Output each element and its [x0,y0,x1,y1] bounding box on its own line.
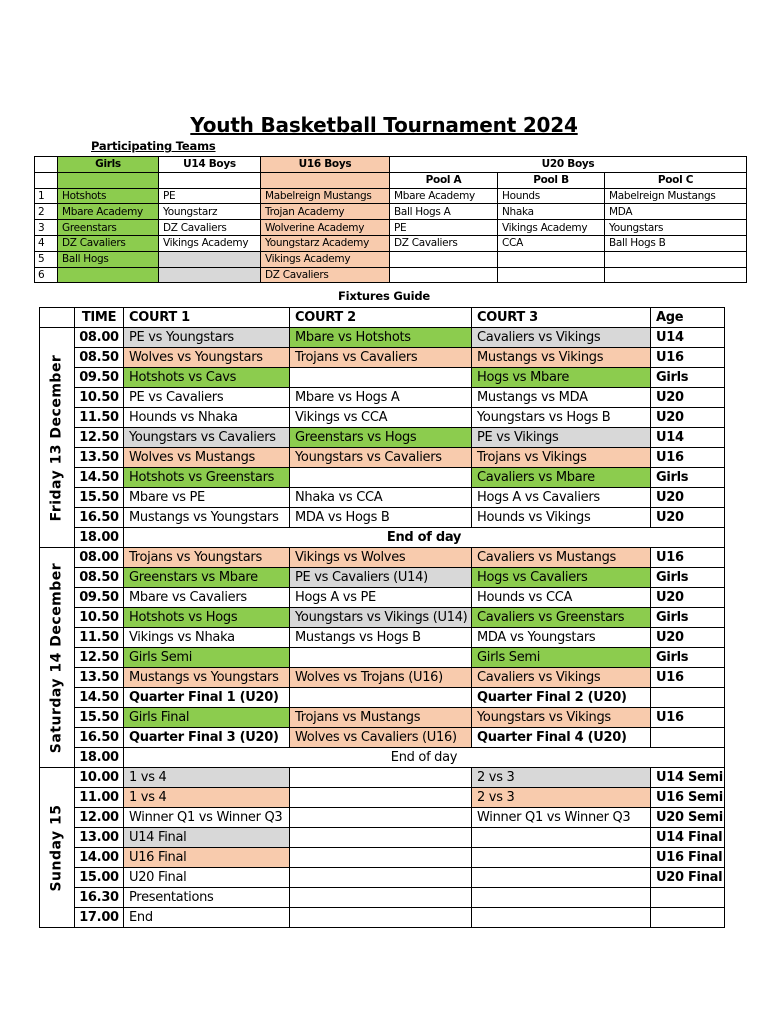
fixture-time: 18.00 [75,528,124,548]
age-group: U16 [651,348,725,368]
court-2-match [290,768,472,788]
fixture-time: 16.50 [75,508,124,528]
team-u20-pool-c: Youngstars [605,220,747,236]
court-1-match: U20 Final [124,868,290,888]
court-2-match: Hogs A vs PE [290,588,472,608]
fixture-row [40,808,725,828]
court-1-match: Wolves vs Youngstars [124,348,290,368]
age-group: U14 [651,428,725,448]
fixture-time: 08.50 [75,348,124,368]
court-2-match: Youngstars vs Vikings (U14) [290,608,472,628]
fixture-time: 11.50 [75,628,124,648]
pool-c-header: Pool C [605,172,747,188]
court-1-match: Hounds vs Nhaka [124,408,290,428]
court-3-match: Cavaliers vs Greenstars [472,608,651,628]
teams-row-number: 1 [35,188,58,204]
pool-b-header: Pool B [498,172,605,188]
header-court-2: COURT 2 [290,308,472,328]
fixture-row [40,788,725,808]
fixture-row [40,608,725,628]
teams-row [35,220,747,236]
court-3-match [472,828,651,848]
fixture-row [40,448,725,468]
court-2-match: Trojans vs Mustangs [290,708,472,728]
teams-header-row [35,157,747,173]
team-u20-pool-a: Mbare Academy [390,188,498,204]
court-2-match [290,848,472,868]
court-3-match: 2 vs 3 [472,788,651,808]
court-1-match: 1 vs 4 [124,788,290,808]
court-2-match: PE vs Cavaliers (U14) [290,568,472,588]
fixture-time: 16.30 [75,888,124,908]
age-group: Girls [651,648,725,668]
court-3-match: Hounds vs CCA [472,588,651,608]
fixture-row [40,908,725,928]
team-u16: Trojan Academy [261,204,390,220]
court-3-match [472,868,651,888]
court-1-match: Mustangs vs Youngstars [124,508,290,528]
court-1-match: Mbare vs PE [124,488,290,508]
teams-row [35,204,747,220]
teams-header-girls: Girls [58,157,159,173]
team-u16: Vikings Academy [261,251,390,267]
fixture-time: 14.50 [75,688,124,708]
age-group [651,688,725,708]
teams-pool-row [35,172,747,188]
court-1-match: Greenstars vs Mbare [124,568,290,588]
day-cell [40,548,75,768]
team-u20-pool-a: PE [390,220,498,236]
age-group: U20 [651,488,725,508]
age-group: U16 [651,708,725,728]
fixture-row [40,828,725,848]
court-1-match: Hotshots vs Hogs [124,608,290,628]
court-1-match: Wolves vs Mustangs [124,448,290,468]
team-u16: Wolverine Academy [261,220,390,236]
age-group: Girls [651,568,725,588]
age-group: Girls [651,608,725,628]
court-3-match: PE vs Vikings [472,428,651,448]
day-label: Friday 13 December [48,354,65,521]
court-3-match: Hounds vs Vikings [472,508,651,528]
participating-teams-heading: Participating Teams [91,139,216,153]
team-u16: Youngstarz Academy [261,235,390,251]
end-of-day-label: End of day [124,528,725,548]
court-2-match: MDA vs Hogs B [290,508,472,528]
teams-header-u16: U16 Boys [261,157,390,173]
day-label: Saturday 14 December [48,562,65,753]
court-3-match: Hogs vs Cavaliers [472,568,651,588]
team-u20-pool-c [605,251,747,267]
fixture-row [40,468,725,488]
court-3-match: Cavaliers vs Vikings [472,668,651,688]
team-u20-pool-b [498,267,605,283]
court-2-match [290,468,472,488]
court-2-match: Trojans vs Cavaliers [290,348,472,368]
fixture-time: 17.00 [75,908,124,928]
court-3-match: Cavaliers vs Mbare [472,468,651,488]
day-cell [40,768,75,928]
court-1-match: Mbare vs Cavaliers [124,588,290,608]
fixture-row [40,508,725,528]
teams-row-number: 6 [35,267,58,283]
age-group: U14 Final [651,828,725,848]
court-3-match: Quarter Final 4 (U20) [472,728,651,748]
age-group [651,888,725,908]
age-group: U16 Semi [651,788,725,808]
fixtures-header-row [40,308,725,328]
age-group: U20 [651,508,725,528]
page-title: Youth Basketball Tournament 2024 [190,113,578,137]
court-2-match [290,808,472,828]
court-3-match: MDA vs Youngstars [472,628,651,648]
court-3-match: Quarter Final 2 (U20) [472,688,651,708]
court-3-match: Youngstars vs Hogs B [472,408,651,428]
end-of-day-row [40,528,725,548]
fixture-row [40,868,725,888]
teams-row [35,188,747,204]
fixture-time: 10.00 [75,768,124,788]
fixture-time: 15.00 [75,868,124,888]
age-group [651,908,725,928]
team-u20-pool-c [605,267,747,283]
age-group: U20 Semi [651,808,725,828]
court-1-match: PE vs Cavaliers [124,388,290,408]
team-u14: Youngstarz [159,204,261,220]
court-2-match: Mustangs vs Hogs B [290,628,472,648]
court-3-match: Hogs A vs Cavaliers [472,488,651,508]
team-u20-pool-c: MDA [605,204,747,220]
fixture-row [40,568,725,588]
team-u16: Mabelreign Mustangs [261,188,390,204]
age-group: U16 [651,448,725,468]
fixture-time: 09.50 [75,588,124,608]
court-1-match: U14 Final [124,828,290,848]
header-age: Age [651,308,725,328]
court-2-match: Vikings vs Wolves [290,548,472,568]
fixture-time: 14.00 [75,848,124,868]
court-3-match: Cavaliers vs Vikings [472,328,651,348]
team-girls: Ball Hogs [58,251,159,267]
teams-header-num [35,157,58,173]
day-label: Sunday 15 [48,803,65,892]
fixture-row [40,688,725,708]
fixture-time: 11.00 [75,788,124,808]
court-2-match [290,788,472,808]
court-1-match: Trojans vs Youngstars [124,548,290,568]
age-group: U16 Final [651,848,725,868]
court-1-match: Quarter Final 1 (U20) [124,688,290,708]
team-u16: DZ Cavaliers [261,267,390,283]
fixture-time: 08.50 [75,568,124,588]
fixture-row [40,648,725,668]
teams-row [35,235,747,251]
fixture-row [40,848,725,868]
court-2-match: Wolves vs Trojans (U16) [290,668,472,688]
pool-a-header: Pool A [390,172,498,188]
court-1-match: Hotshots vs Greenstars [124,468,290,488]
teams-row-number: 4 [35,235,58,251]
fixture-row [40,408,725,428]
court-1-match: 1 vs 4 [124,768,290,788]
fixture-time: 10.50 [75,388,124,408]
fixture-row [40,428,725,448]
fixture-row [40,728,725,748]
court-2-match: Mbare vs Hogs A [290,388,472,408]
court-2-match: Greenstars vs Hogs [290,428,472,448]
fixture-time: 13.00 [75,828,124,848]
fixture-time: 13.50 [75,448,124,468]
teams-row [35,251,747,267]
team-u14 [159,267,261,283]
age-group: Girls [651,468,725,488]
header-time: TIME [75,308,124,328]
court-1-match: Hotshots vs Cavs [124,368,290,388]
team-u14: DZ Cavaliers [159,220,261,236]
age-group: U20 [651,588,725,608]
court-2-match: Nhaka vs CCA [290,488,472,508]
fixture-row [40,768,725,788]
team-girls: Greenstars [58,220,159,236]
court-1-match: Youngstars vs Cavaliers [124,428,290,448]
age-group [651,728,725,748]
team-girls [58,267,159,283]
fixture-time: 12.50 [75,428,124,448]
age-group: U20 [651,628,725,648]
age-group: U16 [651,668,725,688]
court-3-match: Mustangs vs Vikings [472,348,651,368]
court-1-match: End [124,908,290,928]
court-2-match [290,868,472,888]
age-group: U20 [651,408,725,428]
fixture-row [40,628,725,648]
court-2-match: Youngstars vs Cavaliers [290,448,472,468]
fixture-time: 11.50 [75,408,124,428]
court-3-match: Trojans vs Vikings [472,448,651,468]
team-u20-pool-a: Ball Hogs A [390,204,498,220]
teams-header-u20: U20 Boys [390,157,747,173]
court-1-match: PE vs Youngstars [124,328,290,348]
court-3-match: Youngstars vs Vikings [472,708,651,728]
end-of-day-row [40,748,725,768]
fixture-row [40,328,725,348]
fixture-row [40,488,725,508]
fixture-row [40,548,725,568]
team-u14 [159,251,261,267]
fixture-time: 09.50 [75,368,124,388]
court-2-match [290,648,472,668]
court-1-match: Vikings vs Nhaka [124,628,290,648]
teams-header-u14: U14 Boys [159,157,261,173]
end-of-day-label: End of day [124,748,725,768]
team-girls: Mbare Academy [58,204,159,220]
header-court-1: COURT 1 [124,308,290,328]
court-2-match [290,688,472,708]
teams-row-number: 3 [35,220,58,236]
team-u20-pool-b [498,251,605,267]
court-2-match: Mbare vs Hotshots [290,328,472,348]
teams-row [35,267,747,283]
team-girls: Hotshots [58,188,159,204]
fixture-row [40,888,725,908]
court-1-match: Mustangs vs Youngstars [124,668,290,688]
age-group: U20 [651,388,725,408]
court-3-match: Mustangs vs MDA [472,388,651,408]
fixture-time: 08.00 [75,548,124,568]
court-1-match: Girls Semi [124,648,290,668]
team-u20-pool-a: DZ Cavaliers [390,235,498,251]
fixture-row [40,348,725,368]
day-cell [40,328,75,548]
team-u20-pool-c: Mabelreign Mustangs [605,188,747,204]
fixture-time: 15.50 [75,708,124,728]
teams-row-number: 2 [35,204,58,220]
fixture-time: 14.50 [75,468,124,488]
court-3-match: Winner Q1 vs Winner Q3 [472,808,651,828]
fixture-time: 15.50 [75,488,124,508]
fixture-time: 16.50 [75,728,124,748]
court-3-match: Cavaliers vs Mustangs [472,548,651,568]
fixtures-heading: Fixtures Guide [337,289,431,303]
team-u20-pool-b: Hounds [498,188,605,204]
fixture-row [40,708,725,728]
teams-row-number: 5 [35,251,58,267]
court-2-match: Wolves vs Cavaliers (U16) [290,728,472,748]
team-u14: PE [159,188,261,204]
court-1-match: Winner Q1 vs Winner Q3 [124,808,290,828]
team-u20-pool-a [390,251,498,267]
age-group: U16 [651,548,725,568]
team-u20-pool-c: Ball Hogs B [605,235,747,251]
court-2-match [290,888,472,908]
court-2-match [290,908,472,928]
court-3-match: Girls Semi [472,648,651,668]
court-3-match [472,888,651,908]
fixture-time: 12.50 [75,648,124,668]
court-1-match: Girls Final [124,708,290,728]
court-1-match: Presentations [124,888,290,908]
header-court-3: COURT 3 [472,308,651,328]
team-u20-pool-b: Vikings Academy [498,220,605,236]
fixture-time: 18.00 [75,748,124,768]
court-2-match [290,828,472,848]
age-group: U14 [651,328,725,348]
court-1-match: Quarter Final 3 (U20) [124,728,290,748]
age-group: U14 Semi [651,768,725,788]
court-2-match: Vikings vs CCA [290,408,472,428]
fixture-time: 12.00 [75,808,124,828]
court-3-match: Hogs vs Mbare [472,368,651,388]
court-1-match: U16 Final [124,848,290,868]
fixture-time: 13.50 [75,668,124,688]
team-girls: DZ Cavaliers [58,235,159,251]
team-u14: Vikings Academy [159,235,261,251]
court-3-match [472,908,651,928]
age-group: Girls [651,368,725,388]
court-3-match: 2 vs 3 [472,768,651,788]
fixture-row [40,668,725,688]
fixture-row [40,588,725,608]
fixture-time: 10.50 [75,608,124,628]
fixtures-table [39,307,725,928]
participating-teams-table [34,156,747,283]
fixture-row [40,388,725,408]
court-3-match [472,848,651,868]
team-u20-pool-a [390,267,498,283]
team-u20-pool-b: Nhaka [498,204,605,220]
fixture-row [40,368,725,388]
age-group: U20 Final [651,868,725,888]
fixture-time: 08.00 [75,328,124,348]
team-u20-pool-b: CCA [498,235,605,251]
court-2-match [290,368,472,388]
